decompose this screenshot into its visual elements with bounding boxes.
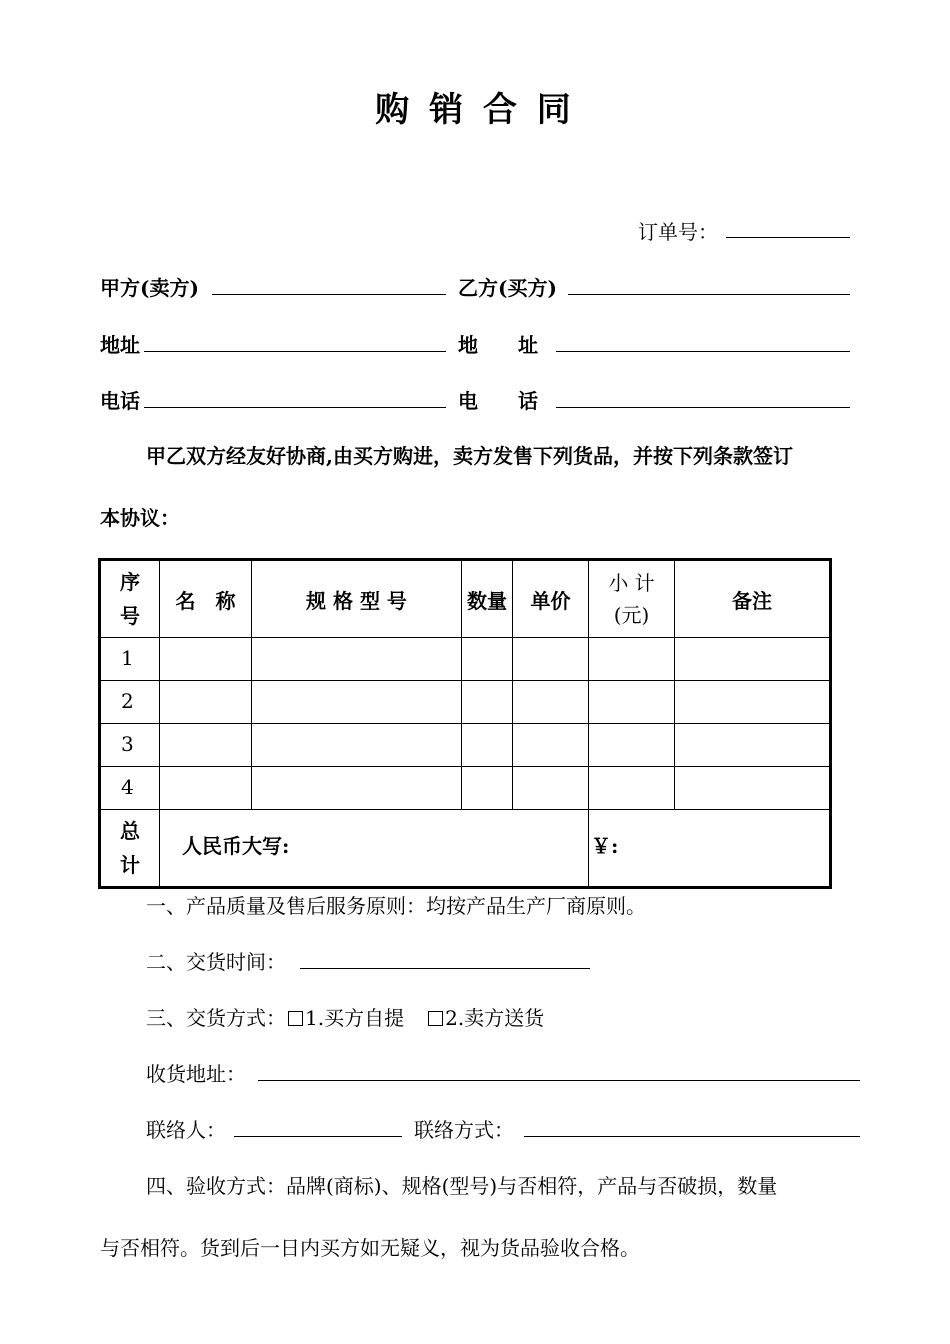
table-row (100, 638, 831, 681)
party-a-field[interactable] (212, 294, 446, 295)
contact-method-label: 联络方式： (414, 1118, 514, 1142)
cell-name[interactable] (160, 724, 252, 767)
cell-subtotal[interactable] (589, 681, 675, 724)
order-no-label: 订单号： (638, 220, 718, 244)
party-a-address-field[interactable] (144, 351, 446, 352)
cell-qty[interactable] (462, 681, 513, 724)
party-a-phone-field[interactable] (144, 407, 446, 408)
option-self-pickup: 1.买方自提 (305, 1006, 405, 1030)
clause-4-line-1: 四、验收方式：品牌(商标)、规格(型号)与否相符，产品与否破损，数量 (146, 1174, 778, 1198)
contact-person-field[interactable] (234, 1136, 402, 1137)
header-subtotal-line1: 小 计 (608, 571, 655, 595)
party-a-address-label: 地址 (100, 333, 140, 357)
cell-qty[interactable] (462, 767, 513, 810)
option-seller-delivery: 2.卖方送货 (445, 1006, 545, 1030)
clause-3-label: 三、交货方式： (146, 1006, 286, 1030)
cell-remark[interactable] (675, 767, 831, 810)
cell-subtotal[interactable] (589, 767, 675, 810)
row-seq: 3 (100, 724, 160, 767)
cell-subtotal[interactable] (589, 724, 675, 767)
cell-name[interactable] (160, 681, 252, 724)
table-row (100, 724, 831, 767)
cell-spec[interactable] (252, 638, 462, 681)
header-remark: 备注 (675, 560, 831, 638)
clause-3 (146, 1002, 544, 1031)
contact-method-field[interactable] (524, 1136, 860, 1137)
cell-spec[interactable] (252, 724, 462, 767)
checkbox-seller-delivery[interactable] (428, 1011, 443, 1026)
clause-2-label: 二、交货时间： (146, 950, 286, 974)
party-b-address-field[interactable] (556, 351, 850, 352)
header-subtotal-line2: (元) (613, 603, 650, 627)
intro-line-1: 甲乙双方经友好协商,由买方购进，卖方发售下列货品，并按下列条款签订 (146, 444, 793, 468)
header-spec: 规 格 型 号 (252, 560, 462, 638)
cell-price[interactable] (513, 724, 589, 767)
cell-name[interactable] (160, 767, 252, 810)
goods-table (98, 558, 832, 889)
row-seq: 1 (100, 638, 160, 681)
yen-label: ￥: (591, 834, 619, 858)
receiving-address-field[interactable] (258, 1080, 860, 1081)
cell-name[interactable] (160, 638, 252, 681)
header-qty: 数量 (462, 560, 513, 638)
party-b-phone-label: 电 话 (458, 389, 538, 413)
yen-amount-cell[interactable] (589, 810, 831, 888)
party-b-label: 乙方(买方) (458, 276, 557, 300)
party-a-phone-label: 电话 (100, 389, 140, 413)
cell-remark[interactable] (675, 724, 831, 767)
cell-price[interactable] (513, 767, 589, 810)
clause-4-line-2: 与否相符。货到后一日内买方如无疑义，视为货品验收合格。 (100, 1236, 640, 1260)
party-b-field[interactable] (568, 294, 850, 295)
checkbox-self-pickup[interactable] (288, 1011, 303, 1026)
document-title: 购 销 合 同 (375, 90, 575, 130)
total-label: 总计 (100, 810, 160, 888)
header-price: 单价 (513, 560, 589, 638)
table-row (100, 767, 831, 810)
cell-remark[interactable] (675, 638, 831, 681)
header-subtotal (589, 560, 675, 638)
party-b-phone-field[interactable] (556, 407, 850, 408)
cell-qty[interactable] (462, 724, 513, 767)
row-seq: 2 (100, 681, 160, 724)
contact-person-label: 联络人： (146, 1118, 226, 1142)
table-row (100, 681, 831, 724)
party-b-address-label: 地 址 (458, 333, 538, 357)
total-row (100, 810, 831, 888)
cell-spec[interactable] (252, 767, 462, 810)
cell-subtotal[interactable] (589, 638, 675, 681)
receiving-address-label: 收货地址： (146, 1062, 246, 1086)
header-name: 名 称 (160, 560, 252, 638)
header-seq: 序号 (100, 560, 160, 638)
row-seq: 4 (100, 767, 160, 810)
cell-qty[interactable] (462, 638, 513, 681)
intro-line-2: 本协议： (100, 506, 180, 530)
rmb-upper-cell[interactable] (160, 810, 589, 888)
party-a-label: 甲方(卖方) (100, 276, 199, 300)
table-header-row (100, 560, 831, 638)
cell-remark[interactable] (675, 681, 831, 724)
cell-price[interactable] (513, 681, 589, 724)
rmb-upper-label: 人民币大写: (182, 834, 290, 858)
cell-price[interactable] (513, 638, 589, 681)
order-no-field[interactable] (726, 237, 850, 238)
delivery-time-field[interactable] (300, 968, 590, 969)
clause-1: 一、产品质量及售后服务原则：均按产品生产厂商原则。 (146, 894, 646, 918)
cell-spec[interactable] (252, 681, 462, 724)
